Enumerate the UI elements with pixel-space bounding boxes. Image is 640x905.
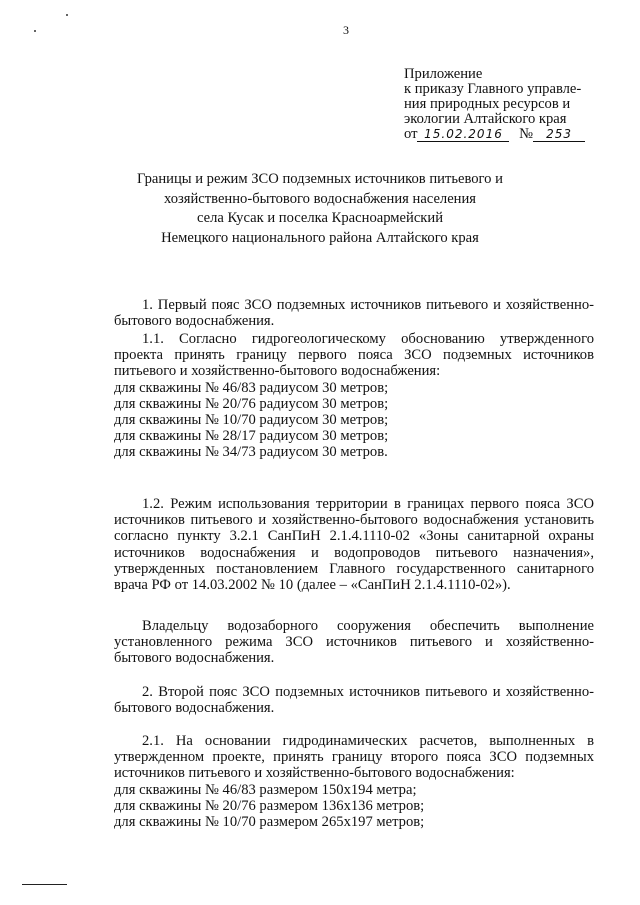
list-item: для скважины № 20/76 радиусом 30 метров; xyxy=(114,395,389,412)
list-item: для скважины № 10/70 размером 265x197 метров; xyxy=(114,814,425,831)
page-number: 3 xyxy=(343,23,349,37)
appendix-block xyxy=(404,67,585,142)
title-line: хозяйственно-бытового водоснабжения населения xyxy=(163,190,477,207)
section-1-1 xyxy=(114,331,594,461)
scan-speck xyxy=(66,14,68,16)
section-1-2: 1.2. Режим использования территории в границах первого пояса ЗСО источников питьевого и хозяйственно-бытового водоснабжения установить согласно пункту 3.2.1 СанПиН 2.1.4.1110-02 «Зоны санитарной охраны источников водоснабжения и водопроводов питьевого назначения», утвержденных постановлением Главного государственного санитарного врача РФ от 14.03.2002 № 10 (далее – «СанПиН 2.1.4.1110-02»). xyxy=(114,496,594,594)
section-1-heading: 1. Первый пояс ЗСО подземных источников питьевого и хозяйственно-бытового водоснабжения. xyxy=(114,296,594,329)
section-2-1-intro: 2.1. На основании гидродинамических расчетов, выполненных в утвержденном проекте, принять границу второго пояса ЗСО подземных источников питьевого и хозяйственно-бытового водоснабжения: xyxy=(114,733,594,782)
list-item: для скважины № 46/83 радиусом 30 метров; xyxy=(114,379,389,396)
date-prefix: от xyxy=(404,126,418,142)
section-2-1 xyxy=(114,733,594,830)
appendix-line: ния природных ресурсов и xyxy=(404,96,571,112)
list-item: для скважины № 34/73 радиусом 30 метров. xyxy=(114,444,388,461)
section-1-1-intro: 1.1. Согласно гидрогеологическому обоснованию утвержденного проекта принять границу первого пояса ЗСО подземных источников питьевого и хозяйственно-бытового водоснабжения: xyxy=(114,331,594,380)
title-line: села Кусак и поселка Красноармейский xyxy=(196,210,444,226)
list-item: для скважины № 20/76 размером 136x136 метров; xyxy=(114,797,425,814)
title-line: Немецкого национального района Алтайского края xyxy=(161,229,479,246)
owner-paragraph: Владельцу водозаборного сооружения обеспечить выполнение установленного режима ЗСО источников питьевого и хозяйственно-бытового водоснабжения. xyxy=(114,618,594,667)
scan-speck xyxy=(34,30,36,32)
order-date: 15.02.2016 xyxy=(417,128,509,142)
number-prefix: № xyxy=(519,126,534,142)
appendix-line: экологии Алтайского края xyxy=(404,111,567,127)
footnote-divider xyxy=(22,884,67,885)
appendix-line: к приказу Главного управле- xyxy=(404,81,582,97)
document-title xyxy=(0,170,640,248)
list-item: для скважины № 10/70 радиусом 30 метров; xyxy=(114,412,389,429)
appendix-date-line xyxy=(404,127,585,142)
order-number: 253 xyxy=(533,128,585,142)
section-2-heading: 2. Второй пояс ЗСО подземных источников питьевого и хозяйственно-бытового водоснабжения. xyxy=(114,684,594,717)
appendix-title: Приложение xyxy=(404,66,483,82)
title-line: Границы и режим ЗСО подземных источников питьевого и xyxy=(137,171,503,187)
list-item: для скважины № 28/17 радиусом 30 метров; xyxy=(114,428,389,445)
list-item: для скважины № 46/83 размером 150x194 метра; xyxy=(114,781,417,798)
